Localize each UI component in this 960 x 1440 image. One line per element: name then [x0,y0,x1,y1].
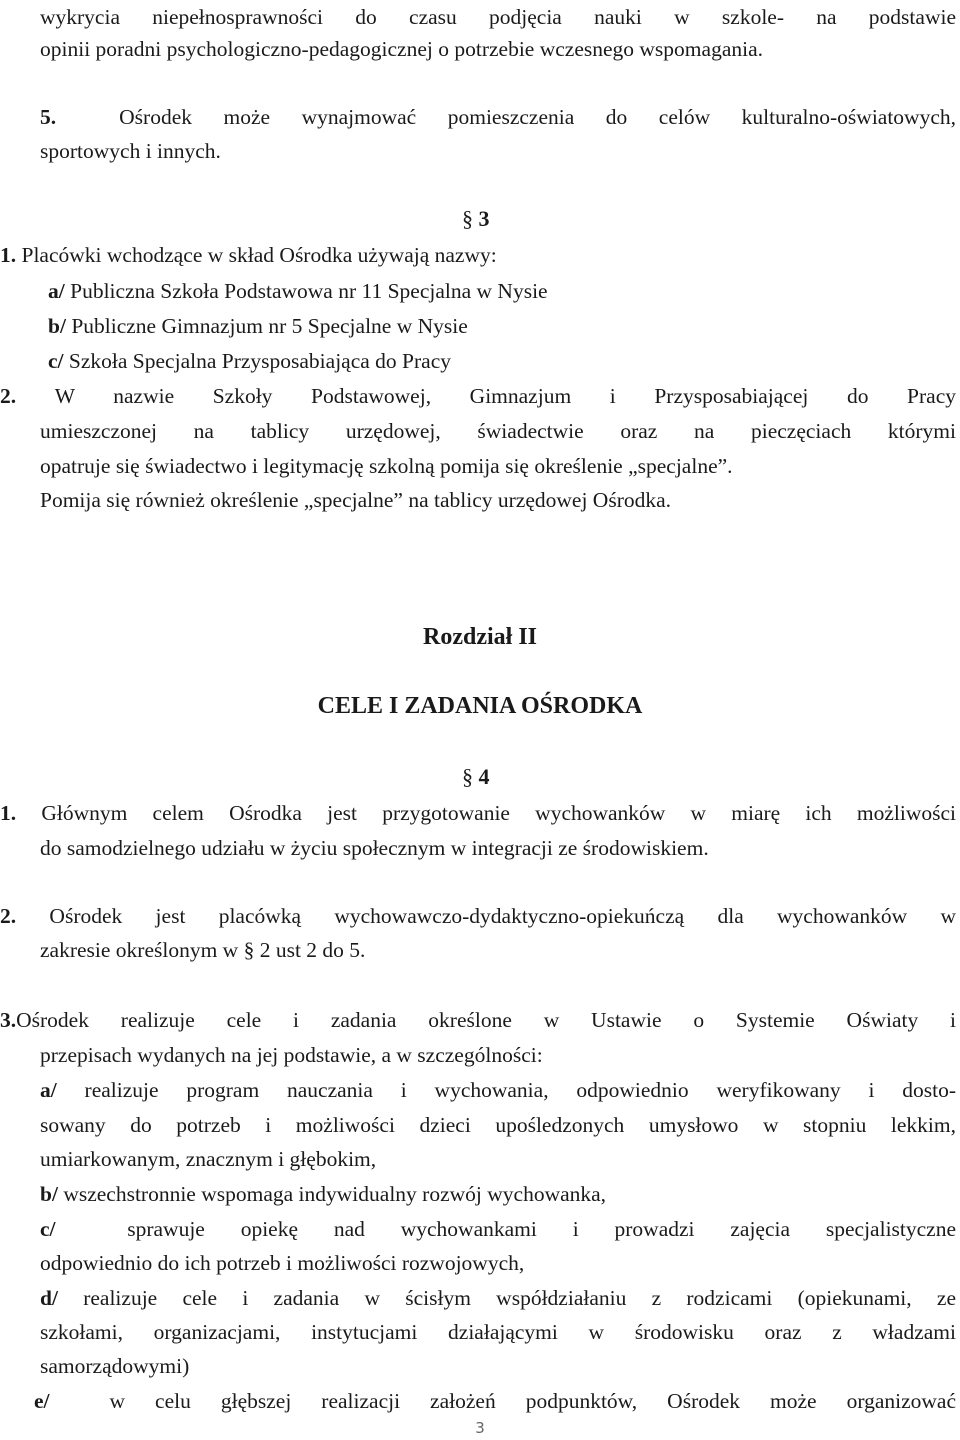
list-item-a [40,1075,956,1105]
list-marker: c/ [48,349,64,373]
paragraph-text: Ośrodek jest placówką wychowawczo-dydaktyczno-opiekuńczą dla wychowanków w [49,904,957,928]
list-marker: b/ [48,314,66,338]
paragraph-text: Placówki wchodzące w skład Ośrodka używają nazwy: [21,243,497,267]
paragraph-2-line [0,901,956,931]
text-line: samorządowymi) [40,1354,190,1378]
paragraph-number: 1. [0,801,17,825]
paragraph-5-line [40,102,956,132]
list-marker: a/ [40,1078,57,1102]
paragraph-number: 2. [0,904,17,928]
list-text: Publiczne Gimnazjum nr 5 Specjalne w Nysie [71,314,468,338]
list-item-e [34,1386,956,1416]
list-item [48,311,956,341]
text-line: wykrycia niepełnosprawności do czasu podjęcia nauki w szkole- na podstawie [40,5,956,29]
text-line: zakresie określonym w § 2 ust 2 do 5. [40,938,366,962]
paragraph-text: Ośrodek może wynajmować pomieszczenia do celów kulturalno-oświatowych, [119,105,956,129]
list-marker: e/ [34,1389,50,1413]
text-line: do samodzielnego udziału w życiu społecznym w integracji ze środowiskiem. [40,836,709,860]
list-marker: c/ [40,1217,56,1241]
paragraph-number: 5. [40,105,57,129]
page-number: 3 [475,1419,485,1437]
section-number: 3 [478,206,490,231]
text-line: odpowiednio do ich potrzeb i możliwości rozwojowych, [40,1251,525,1275]
list-item-b [40,1179,956,1209]
text-line: Pomija się również określenie „specjalne” na tablicy urzędowej Ośrodka. [40,488,672,512]
paragraph-text: Ośrodek realizuje cele i zadania określone w Ustawie o Systemie Oświaty i [16,1008,956,1032]
text-line: sowany do potrzeb i możliwości dzieci upośledzonych umysłowo w stopniu lekkim, [40,1113,956,1137]
list-item [48,346,956,376]
list-marker: b/ [40,1182,58,1206]
chapter-subtitle: CELE I ZADANIA OŚRODKA [317,693,643,719]
text-line: opatruje się świadectwo i legitymację szkolną pomija się określenie „specjalne”. [40,454,733,478]
text-line: umieszczonej na tablicy urzędowej, świadectwie oraz na pieczęciach którymi [40,419,956,443]
text-line: sportowych i innych. [40,139,221,163]
paragraph-1-line [0,798,956,828]
list-item-c [40,1214,956,1244]
paragraph-number: 3. [0,1008,17,1032]
paragraph-2-line [0,381,956,411]
list-text: Szkoła Specjalna Przysposabiająca do Pracy [68,349,452,373]
text-line: szkołami, organizacjami, instytucjami działającymi w środowisku oraz z władzami [40,1320,956,1344]
list-text: Publiczna Szkoła Podstawowa nr 11 Specjalna w Nysie [70,279,548,303]
text-line: opinii poradni psychologiczno-pedagogicznej o potrzebie wczesnego wspomagania. [40,37,764,61]
paragraph-number: 2. [0,384,17,408]
paragraph-text: Głównym celem Ośrodka jest przygotowanie wychowanków w miarę ich możliwości [41,801,957,825]
list-text: realizuje program nauczania i wychowania, odpowiednio weryfikowany i dosto- [84,1078,956,1102]
list-item [48,276,956,306]
list-marker: d/ [40,1286,58,1310]
paragraph-number: 1. [0,243,17,267]
paragraph-3-line [0,1005,956,1035]
list-text: wszechstronnie wspomaga indywidualny rozwój wychowanka, [63,1182,607,1206]
section-symbol: § [462,764,473,789]
list-text: w celu głębszej realizacji założeń podpunktów, Ośrodek może organizować [109,1389,957,1413]
text-line: umiarkowanym, znacznym i głębokim, [40,1147,377,1171]
section-symbol: § [462,206,473,231]
section-heading-3 [462,204,490,234]
list-marker: a/ [48,279,65,303]
list-text: realizuje cele i zadania w ścisłym współdziałaniu z rodzicami (opiekunami, ze [83,1286,956,1310]
text-line: przepisach wydanych na jej podstawie, a w szczególności: [40,1043,543,1067]
section-heading-4 [462,762,490,792]
chapter-title: Rozdział II [423,624,537,650]
paragraph-1-line [0,240,956,270]
section-number: 4 [478,764,490,789]
list-item-d [40,1283,956,1313]
list-text: sprawuje opiekę nad wychowankami i prowadzi zajęcia specjalistyczne [127,1217,957,1241]
paragraph-text: W nazwie Szkoły Podstawowej, Gimnazjum i Przysposabiającej do Pracy [54,384,957,408]
